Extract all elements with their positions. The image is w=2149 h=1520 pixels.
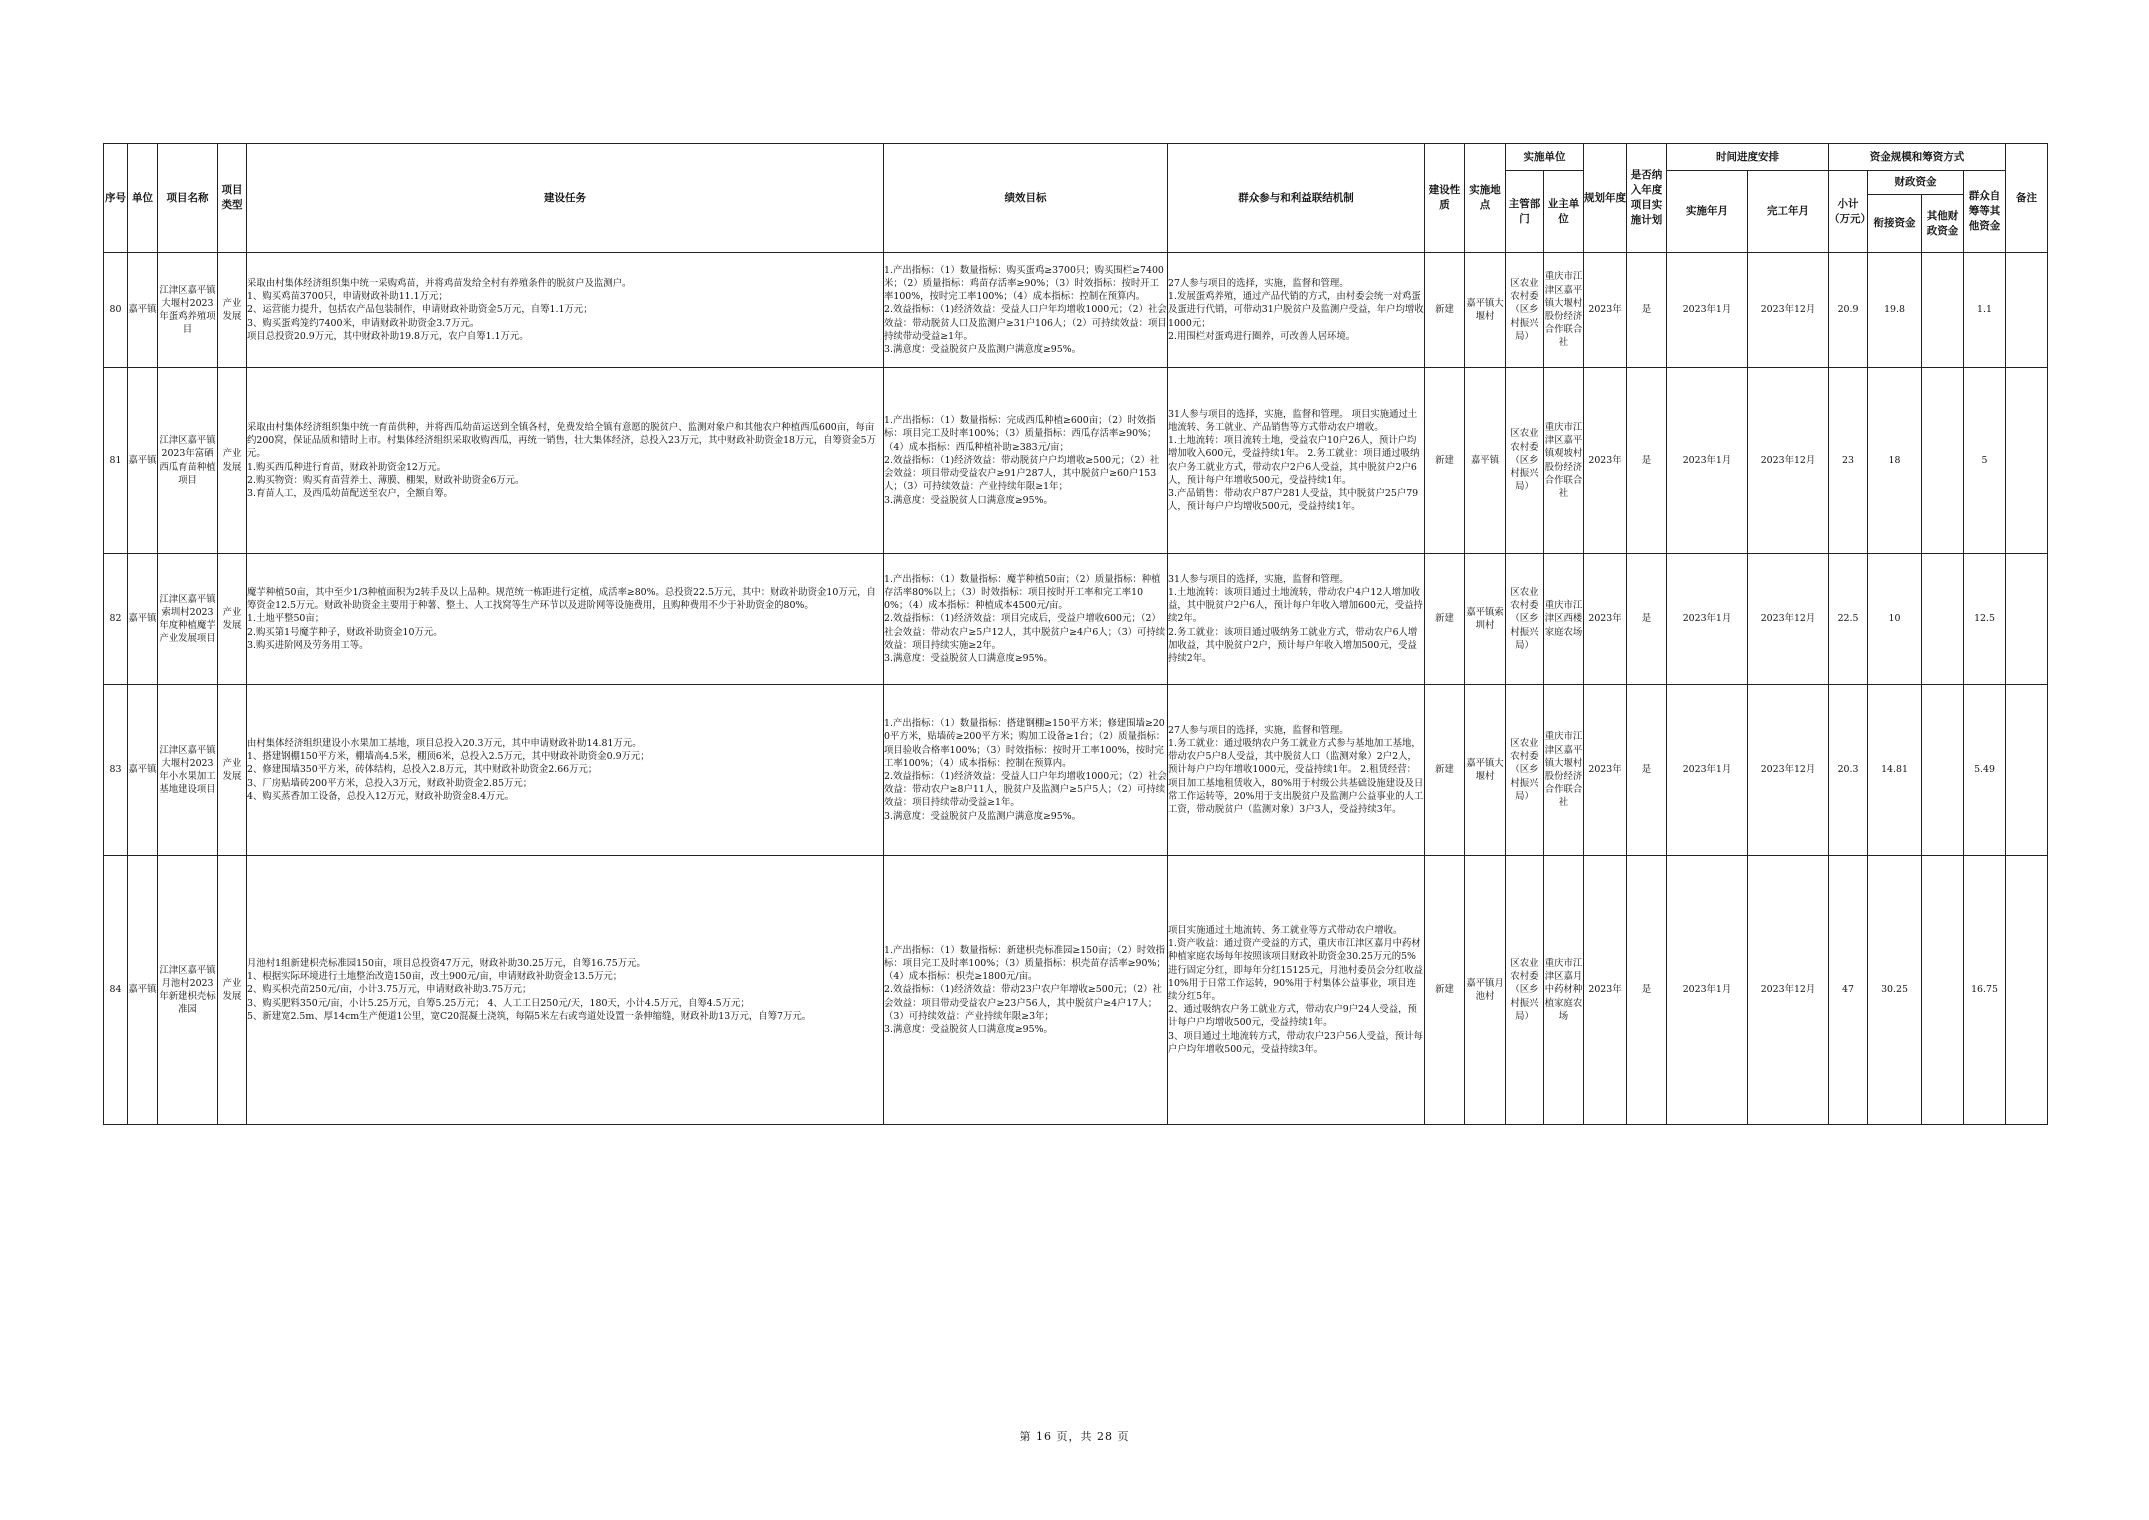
cell-other [1922,368,1964,554]
cell-direct: 19.8 [1868,253,1922,368]
cell-type: 产业发展 [218,554,247,685]
cell-seq: 82 [104,554,128,685]
cell-nature: 新建 [1425,368,1465,554]
cell-end: 2023年12月 [1748,685,1829,856]
table-row [104,856,2048,1125]
page-number: 第 16 页，共 28 页 [1019,1430,1130,1443]
cell-task: 月池村1组新建枳壳标准园150亩，项目总投资47万元，财政补助30.25万元，自筹16.75万元。 1、根据实际环境进行土地整治改造150亩，改土900元/亩，申请财政补助资金13.5万元； 2、购买枳壳苗250元/亩，小计3.75万元，申请财政补助3.75万元； 3、购买肥料350元/亩，小计5.25万元，自筹5.25万元； 4、人工工日250元/天，180天，小计4.5万元，自筹4.5万元； 5、新建宽2.5m、厚14cm生产便道1公里，宽C20混凝土浇筑，每隔5米左右或弯道处设置一条伸缩缝，财政补助13万元，自筹7万元。 [247,856,884,1125]
project-table [103,143,2048,1125]
cell-name: 江津区嘉平镇大堰村2023年小水果加工基地建设项目 [158,685,218,856]
cell-owner: 重庆市江津区嘉平镇观坡村股份经济合作联合社 [1544,368,1584,554]
cell-self: 12.5 [1964,554,2006,685]
header-fiscal: 财政资金 [1868,171,1964,195]
cell-year: 2023年 [1584,856,1627,1125]
cell-remark [2006,554,2048,685]
cell-unit: 嘉平镇 [128,856,158,1125]
cell-incl: 是 [1627,253,1667,368]
header-impl: 实施单位 [1506,144,1584,171]
header-sched: 时间进度安排 [1667,144,1829,171]
header-year: 规划年度 [1584,144,1627,253]
cell-remark [2006,685,2048,856]
cell-name: 江津区嘉平镇索圳村2023年度种植魔芋产业发展项目 [158,554,218,685]
cell-subtotal: 23 [1829,368,1868,554]
cell-direct: 30.25 [1868,856,1922,1125]
cell-year: 2023年 [1584,368,1627,554]
cell-nature: 新建 [1425,253,1465,368]
cell-remark [2006,253,2048,368]
header-incl: 是否纳入年度项目实施计划 [1627,144,1667,253]
cell-year: 2023年 [1584,554,1627,685]
cell-owner: 重庆市江津区西楼家庭农场 [1544,554,1584,685]
cell-subtotal: 20.9 [1829,253,1868,368]
cell-name: 江津区嘉平镇月池村2023年新建枳壳标准园 [158,856,218,1125]
cell-start: 2023年1月 [1667,253,1748,368]
cell-other [1922,253,1964,368]
cell-mech: 项目实施通过土地流转、务工就业等方式带动农户增收。 1.资产收益：通过资产受益的方式，重庆市江津区嘉月中药材种植家庭农场每年按照该项目财政补助资金30.25万元的5%进行固定分红，即每年分红15125元，月池村委员会分红收益10%用于日常工作运转，90%用于村集体公益事业，项目连续分红5年。 2、通过吸纳农户务工就业方式，带动农户9户24人受益，预计每户户均增收500元，受益持续1年。 3、项目通过土地流转方式，带动农户23户56人受益，预计每户户均年增收500元，受益持续3年。 [1168,856,1425,1125]
cell-nature: 新建 [1425,554,1465,685]
cell-other [1922,685,1964,856]
table-row [104,253,2048,368]
cell-owner: 重庆市江津区嘉月中药材种植家庭农场 [1544,856,1584,1125]
cell-subtotal: 47 [1829,856,1868,1125]
cell-place: 嘉平镇索圳村 [1465,554,1506,685]
cell-dept: 区农业农村委（区乡村振兴局） [1506,554,1544,685]
cell-year: 2023年 [1584,685,1627,856]
cell-start: 2023年1月 [1667,856,1748,1125]
cell-task: 采取由村集体经济组织集中统一采购鸡苗，并将鸡苗发给全村有养殖条件的脱贫户及监测户。 1、购买鸡苗3700只，申请财政补助11.1万元； 2、运营能力提升，包括农产品包装制作，申请财政补助资金5万元，自筹1.1万元； 3、购买蛋鸡笼约7400米，申请财政补助资金3.7万元。 项目总投资20.9万元，其中财政补助19.8万元，农户自筹1.1万元。 [247,253,884,368]
cell-incl: 是 [1627,554,1667,685]
header-direct: 衔接资金 [1868,195,1922,253]
header-unit: 单位 [128,144,158,253]
cell-place: 嘉平镇 [1465,368,1506,554]
cell-place: 嘉平镇月池村 [1465,856,1506,1125]
header-task: 建设任务 [247,144,884,253]
cell-nature: 新建 [1425,685,1465,856]
cell-dept: 区农业农村委（区乡村振兴局） [1506,368,1544,554]
header-nature: 建设性质 [1425,144,1465,253]
cell-subtotal: 20.3 [1829,685,1868,856]
header-dept: 主管部门 [1506,171,1544,253]
cell-place: 嘉平镇大堰村 [1465,685,1506,856]
cell-other [1922,856,1964,1125]
cell-place: 嘉平镇大堰村 [1465,253,1506,368]
cell-end: 2023年12月 [1748,253,1829,368]
cell-self: 5.49 [1964,685,2006,856]
header-place: 实施地点 [1465,144,1506,253]
cell-unit: 嘉平镇 [128,368,158,554]
cell-owner: 重庆市江津区嘉平镇大堰村股份经济合作联合社 [1544,685,1584,856]
cell-mech: 27人参与项目的选择，实施，监督和管理。 1.发展蛋鸡养殖，通过产品代销的方式，由村委会统一对鸡蛋及蛋进行代销，可带动31户脱贫户及监测户受益，年户均增收1000元； 2.用围栏对蛋鸡进行圈养，可改善人居环境。 [1168,253,1425,368]
cell-dept: 区农业农村委（区乡村振兴局） [1506,685,1544,856]
header-type: 项目类型 [218,144,247,253]
cell-goal: 1.产出指标：（1）数量指标：完成西瓜种植≥600亩；（2）时效指标：项目完工及时率100%；（3）质量指标：西瓜存活率≥90%；（4）成本指标：西瓜种植补助≥383元/亩； 2.效益指标：（1)经济效益：带动脱贫户户均增收≥500元；（2）社会效益：项目带动受益农户≥91户287人，其中脱贫户≥60户153人；（3）可持续效益：产业持续年限≥1年； 3.满意度：受益脱贫人口满意度≥95%。 [884,368,1168,554]
cell-task: 魔芋种植50亩，其中至少1/3种植面积为2转手及以上品种。规范统一栋距进行定植，成活率≥80%。总投资22.5万元，其中：财政补助资金10万元，自筹资金12.5万元。财政补助资金主要用于种薯、整土、人工找窝等生产环节以及进阶网等设施费用，且购种费用不少于补助资金的80%。 1.土地平整50亩； 2.购买第1号魔芋种子，财政补助资金10万元。 3.购买进阶网及劳务用工等。 [247,554,884,685]
cell-type: 产业发展 [218,253,247,368]
cell-direct: 14.81 [1868,685,1922,856]
header-mech: 群众参与和利益联结机制 [1168,144,1425,253]
cell-name: 江津区嘉平镇大堰村2023年蛋鸡养殖项目 [158,253,218,368]
header-subtotal: 小计（万元） [1829,171,1868,253]
cell-direct: 10 [1868,554,1922,685]
cell-incl: 是 [1627,685,1667,856]
cell-name: 江津区嘉平镇2023年富硒西瓜育苗种植项目 [158,368,218,554]
cell-year: 2023年 [1584,253,1627,368]
cell-unit: 嘉平镇 [128,253,158,368]
header-other: 其他财政资金 [1922,195,1964,253]
cell-task: 采取由村集体经济组织集中统一育苗供种，并将西瓜幼苗运送到全镇各村，免费发给全镇有意愿的脱贫户、监测对象户和其他农户种植西瓜600亩，每亩约200窝，保证品质和错时上市。村集体经济组织采取收购西瓜，再统一销售，壮大集体经济，总投入23万元，其中财政补助资金18万元，自筹资金5万元。 1.购买西瓜种进行育苗，财政补助资金12万元。 2.购买物资：购买育苗营养土、薄膜、棚架，财政补助资金6万元。 3.育苗人工，及西瓜幼苗配送至农户，全额自筹。 [247,368,884,554]
header-seq: 序号 [104,144,128,253]
header-self: 群众自筹等其他资金 [1964,171,2006,253]
cell-dept: 区农业农村委（区乡村振兴局） [1506,856,1544,1125]
table-row [104,685,2048,856]
cell-seq: 80 [104,253,128,368]
cell-remark [2006,368,2048,554]
cell-goal: 1.产出指标：（1）数量指标：新建枳壳标准园≥150亩；（2）时效指标：项目完工及时率100%；（3）质量指标：枳壳苗存活率≥90%；（4）成本指标：枳壳≥1800元/亩。 2.效益指标：（1)经济效益：带动23户农户年增收≥500元；（2）社会效益：项目带动受益农户≥23户56人，其中脱贫户≥4户17人；（3）可持续效益：产业持续年限≥3年； 3.满意度：受益脱贫人口满意度≥95%。 [884,856,1168,1125]
cell-type: 产业发展 [218,368,247,554]
cell-start: 2023年1月 [1667,368,1748,554]
cell-unit: 嘉平镇 [128,685,158,856]
cell-goal: 1.产出指标：（1）数量指标：魔芋种植50亩；（2）质量指标：种植存活率80%以上；（3）时效指标：项目按时开工率和完工率100%；（4）成本指标：种植成本4500元/亩。 2.效益指标：（1)经济效益：项目完成后，受益户增收600元；（2）社会效益：带动农户≥5户12人，其中脱贫户≥4户6人；（3）可持续效益：项目持续实施≥2年。 3.满意度：受益脱贫人口满意度≥95%。 [884,554,1168,685]
cell-nature: 新建 [1425,856,1465,1125]
cell-direct: 18 [1868,368,1922,554]
cell-goal: 1.产出指标：（1）数量指标：购买蛋鸡≥3700只；购买围栏≥7400米；（2）质量指标：鸡苗存活率≥90%；（3）时效指标：按时开工率100%，按时完工率100%；（4）成本指标：控制在预算内。 2.效益指标：（1)经济效益：受益人口户年均增收1000元；（2）社会效益：带动脱贫人口及监测户≥31户106人；（2）可持续效益：项目持续带动受益≥1年。 3.满意度：受益脱贫户及监测户满意度≥95%。 [884,253,1168,368]
header-owner: 业主单位 [1544,171,1584,253]
cell-seq: 81 [104,368,128,554]
cell-seq: 84 [104,856,128,1125]
cell-end: 2023年12月 [1748,856,1829,1125]
cell-self: 5 [1964,368,2006,554]
cell-start: 2023年1月 [1667,685,1748,856]
cell-mech: 31人参与项目的选择，实施，监督和管理。 项目实施通过土地流转、务工就业、产品销售等方式带动农户增收。 1.土地流转：项目流转土地，受益农户10户26人，预计户均增加收入600元，受益持续1年。 2.务工就业：项目通过吸纳农户务工就业方式，带动农户2户6人受益，其中脱贫户2户6人，预计每户年增收500元，受益持续1年。 3.产品销售：带动农户87户281人受益，其中脱贫户25户79人，预计每户户均增收500元，受益持续1年。 [1168,368,1425,554]
cell-goal: 1.产出指标：（1）数量指标：搭建钢棚≥150平方米；修建围墙≥200平方米，贴墙砖≥200平方米；购加工设备≥1台；（2）质量指标：项目验收合格率100%；（3）时效指标：按时开工率100%，按时完工率100%；（4）成本指标：控制在预算内。 2.效益指标：（1)经济效益：受益人口户年均增收1000元；（2）社会效益：带动农户≥8户11人，脱贫户及监测户≥5户5人；（2）可持续效益：项目持续带动受益≥1年。 3.满意度：受益脱贫户及监测户满意度≥95%。 [884,685,1168,856]
cell-other [1922,554,1964,685]
header-goal: 绩效目标 [884,144,1168,253]
cell-end: 2023年12月 [1748,368,1829,554]
cell-dept: 区农业农村委（区乡村振兴局） [1506,253,1544,368]
cell-unit: 嘉平镇 [128,554,158,685]
cell-owner: 重庆市江津区嘉平镇大堰村股份经济合作联合社 [1544,253,1584,368]
cell-incl: 是 [1627,856,1667,1125]
cell-self: 1.1 [1964,253,2006,368]
cell-subtotal: 22.5 [1829,554,1868,685]
cell-mech: 31人参与项目的选择，实施，监督和管理。 1.土地流转：该项目通过土地流转，带动农户4户12人增加收益，其中脱贫户2户6人，预计每户年收入增加600元，受益持续2年。 2.务工就业：该项目通过吸纳务工就业方式，带动农户6人增加收益，其中脱贫户2户，预计每户年收入增加500元，受益持续2年。 [1168,554,1425,685]
cell-task: 由村集体经济组织建设小水果加工基地，项目总投入20.3万元，其中申请财政补助14.81万元。 1、搭建钢棚150平方米，棚墙高4.5米，棚顶6米，总投入2.5万元，其中财政补助资金0.9万元； 2、修建围墙350平方米，砖体结构，总投入2.8万元，其中财政补助资金2.66万元； 3、厂房贴墙砖200平方米，总投入3万元，财政补助资金2.85万元； 4、购买蒸香加工设备，总投入12万元，财政补助资金8.4万元。 [247,685,884,856]
header-name: 项目名称 [158,144,218,253]
cell-type: 产业发展 [218,856,247,1125]
cell-seq: 83 [104,685,128,856]
header-fund: 资金规模和筹资方式 [1829,144,2006,171]
table-row [104,368,2048,554]
cell-end: 2023年12月 [1748,554,1829,685]
cell-remark [2006,856,2048,1125]
cell-mech: 27人参与项目的选择，实施，监督和管理。 1.务工就业：通过吸纳农户务工就业方式参与基地加工基地，带动农户5户8人受益，其中脱贫人口（监测对象）2户2人，预计每户户均年增收1000元，受益持续1年。 2.租赁经营：项目加工基地租赁收入，80%用于村级公共基础设施建设及日常工作运转等，20%用于支出脱贫户及监测户公益事业的人工工资，带动脱贫户（监测对象）3户3人，受益持续3年。 [1168,685,1425,856]
table-row [104,554,2048,685]
header-start: 实施年月 [1667,171,1748,253]
cell-incl: 是 [1627,368,1667,554]
cell-self: 16.75 [1964,856,2006,1125]
header-end: 完工年月 [1748,171,1829,253]
cell-start: 2023年1月 [1667,554,1748,685]
header-remark: 备注 [2006,144,2048,253]
cell-type: 产业发展 [218,685,247,856]
